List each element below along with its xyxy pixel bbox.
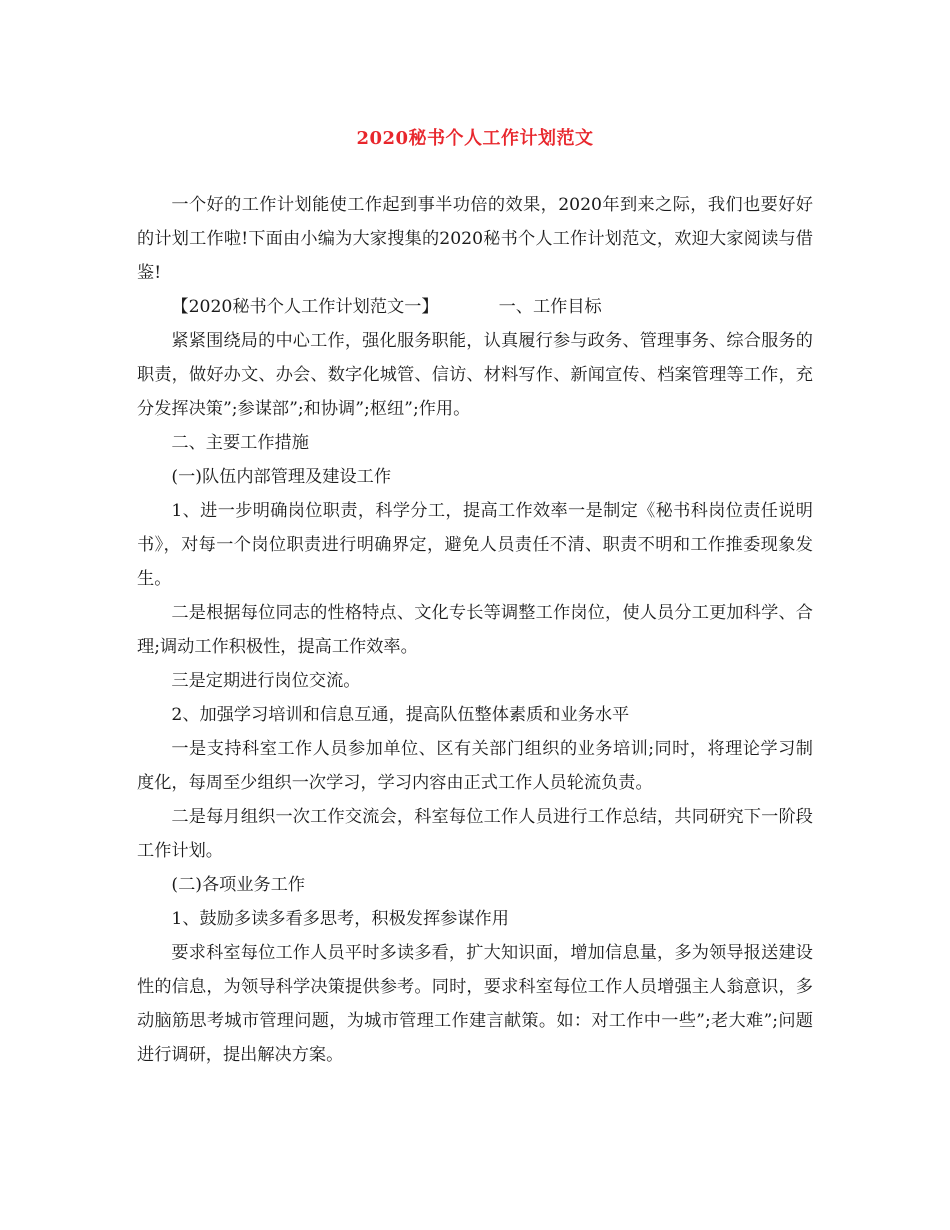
paragraph-intro: 一个好的工作计划能使工作起到事半功倍的效果，2020年到来之际，我们也要好好的计划工作啦!下面由小编为大家搜集的2020秘书个人工作计划范文，欢迎大家阅读与借鉴!	[137, 195, 813, 283]
heading-team-management: (一)队伍内部管理及建设工作	[171, 467, 392, 487]
sample-one-heading: 【2020秘书个人工作计划范文一】	[171, 297, 439, 317]
heading-business-work: (二)各项业务工作	[171, 875, 306, 895]
heading-training: 2、加强学习培训和信息互通，提高队伍整体素质和业务水平	[171, 705, 630, 725]
paragraph-training: 一是支持科室工作人员参加单位、区有关部门组织的业务培训;同时，将理论学习制度化，每周至少组织一次学习，学习内容由正式工作人员轮流负责。	[137, 739, 813, 793]
paragraph-adjust-posts: 二是根据每位同志的性格特点、文化专长等调整工作岗位，使人员分工更加科学、合理;调动工作积极性，提高工作效率。	[137, 603, 813, 657]
paragraph-monthly-meeting: 二是每月组织一次工作交流会，科室每位工作人员进行工作总结，共同研究下一阶段工作计划。	[137, 807, 813, 861]
paragraph-goal: 紧紧围绕局的中心工作，强化服务职能，认真履行参与政务、管理事务、综合服务的职责，做好办文、办会、数字化城管、信访、材料写作、新闻宣传、档案管理等工作，充分发挥决策”;参谋部”;和协调”;枢纽”;作用。	[137, 331, 813, 419]
heading-main-measures: 二、主要工作措施	[171, 433, 309, 453]
paragraph-rotation: 三是定期进行岗位交流。	[171, 671, 361, 691]
heading-encourage-reading: 1、鼓励多读多看多思考，积极发挥参谋作用	[171, 909, 509, 929]
document-body	[137, 188, 813, 1072]
paragraph-responsibility: 1、进一步明确岗位职责，科学分工，提高工作效率一是制定《秘书科岗位责任说明书》，对每一个岗位职责进行明确界定，避免人员责任不清、职责不明和工作推委现象发生。	[137, 501, 813, 589]
paragraph-section-heading	[137, 290, 813, 324]
paragraph-advisory: 要求科室每位工作人员平时多读多看，扩大知识面，增加信息量，多为领导报送建设性的信息，为领导科学决策提供参考。同时，要求科室每位工作人员增强主人翁意识，多动脑筋思考城市管理问题，为城市管理工作建言献策。如：对工作中一些”;老大难”;问题进行调研，提出解决方案。	[137, 943, 813, 1065]
document-title: 2020秘书个人工作计划范文	[356, 128, 594, 149]
goal-heading: 一、工作目标	[498, 297, 602, 317]
